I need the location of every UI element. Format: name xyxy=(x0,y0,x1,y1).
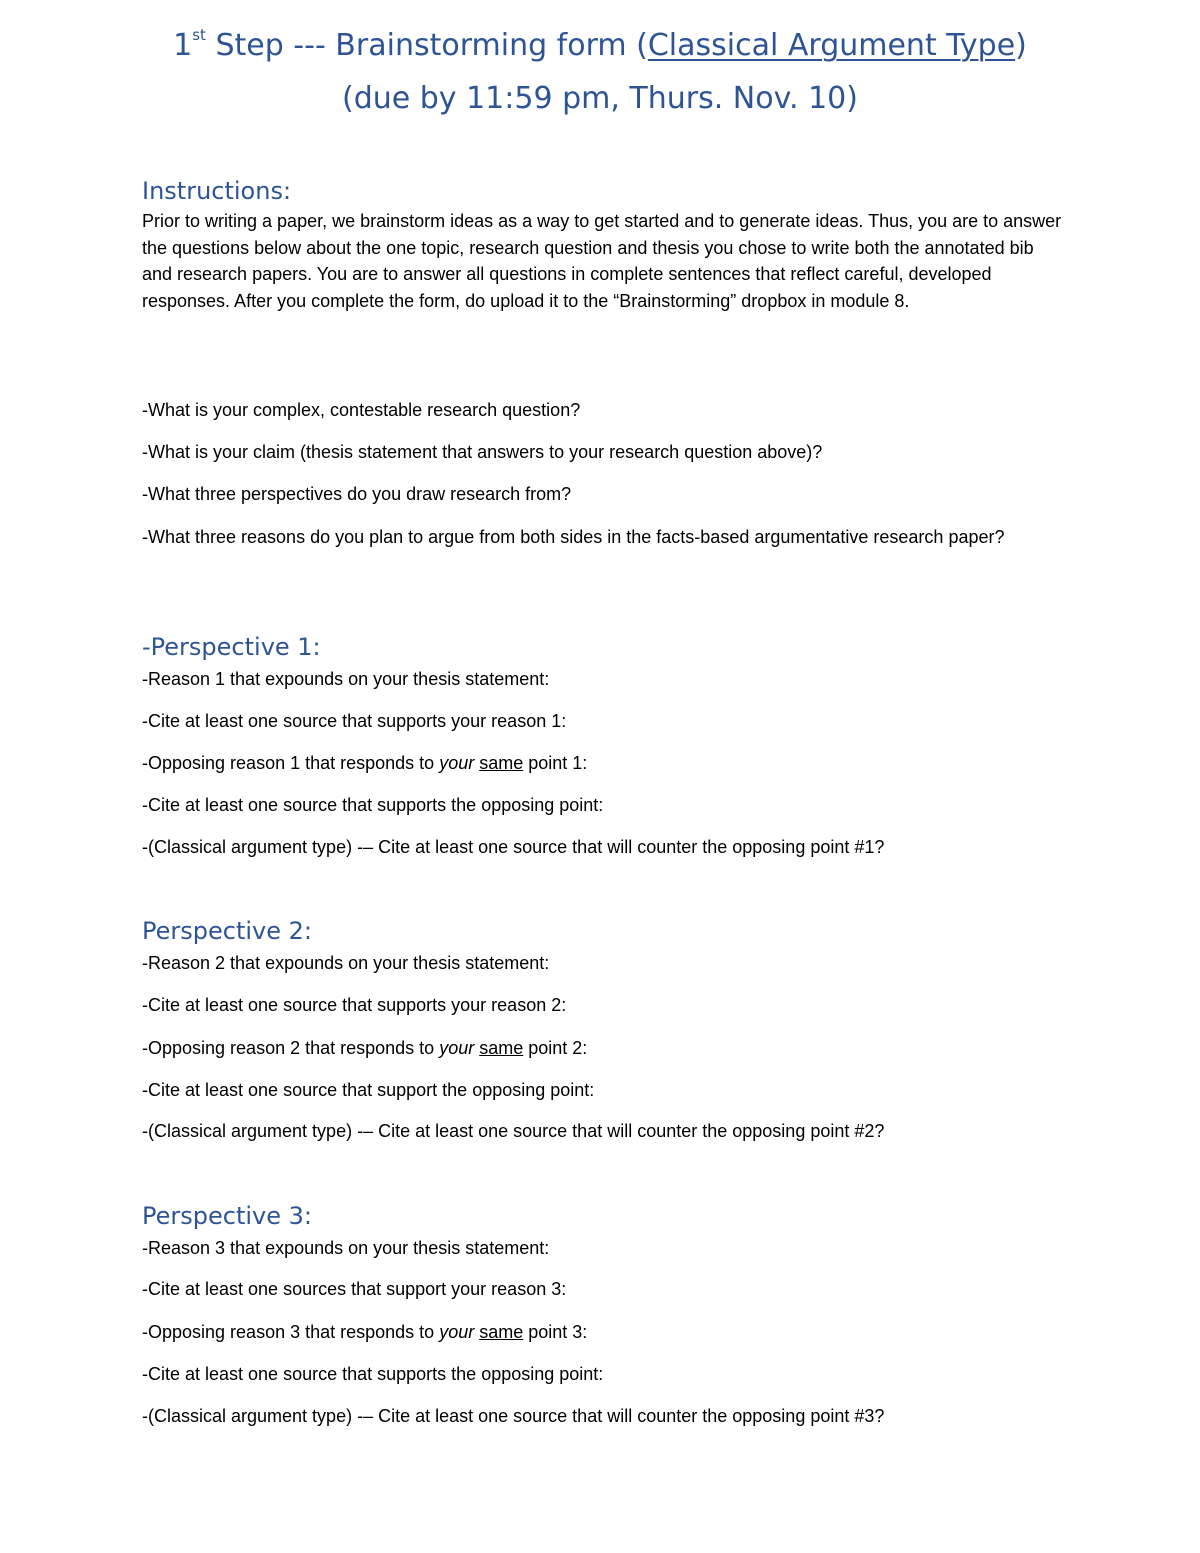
question-reasons: -What three reasons do you plan to argue from both sides in the facts-based argumentative research paper? xyxy=(142,527,1005,547)
title-step-number: 1 xyxy=(173,28,193,63)
question-perspectives: -What three perspectives do you draw research from? xyxy=(142,484,572,504)
perspective-2-cite-opposing: -Cite at least one source that support the opposing point: xyxy=(142,1080,595,1100)
question-research: -What is your complex, contestable research question? xyxy=(142,400,581,420)
title-due-date: (due by 11:59 pm, Thurs. Nov. 10) xyxy=(342,81,858,116)
perspective-2-reason: -Reason 2 that expounds on your thesis statement: xyxy=(142,953,550,973)
perspective-1-counter: -(Classical argument type) -– Cite at least one source that will counter the opposing point #1? xyxy=(142,837,885,857)
perspective-3-counter: -(Classical argument type) -– Cite at least one source that will counter the opposing point #3? xyxy=(142,1406,885,1426)
instructions-text: Prior to writing a paper, we brainstorm ideas as a way to get started and to generate ideas. Thus, you are to answer the questions below about the one topic, research question and thesis you chose to write both the annotated bib and research papers. You are to answer all questions in complete sentences that reflect careful, developed responses. After you complete the form, do upload it to the “Brainstorming” dropbox in module 8. xyxy=(142,211,1062,311)
perspective-1-heading: -Perspective 1: xyxy=(142,633,321,661)
title-text: Step --- Brainstorming form ( xyxy=(205,28,648,63)
perspective-3-heading: Perspective 3: xyxy=(142,1202,312,1230)
perspective-1-opposing-reason: -Opposing reason 1 that responds to your same point 1: xyxy=(142,753,588,773)
perspective-2-opposing-reason: -Opposing reason 2 that responds to your same point 2: xyxy=(142,1038,588,1058)
title-close-paren: ) xyxy=(1015,28,1027,63)
perspective-2-cite-reason: -Cite at least one source that supports your reason 2: xyxy=(142,995,567,1015)
perspective-3-opposing-reason: -Opposing reason 3 that responds to your same point 3: xyxy=(142,1322,588,1342)
perspective-3-cite-opposing: -Cite at least one source that supports the opposing point: xyxy=(142,1364,604,1384)
perspective-3-reason: -Reason 3 that expounds on your thesis statement: xyxy=(142,1238,550,1258)
perspective-2-counter: -(Classical argument type) -– Cite at least one source that will counter the opposing point #2? xyxy=(142,1121,885,1141)
title-ordinal-suffix: st xyxy=(192,26,206,44)
instructions-heading: Instructions: xyxy=(142,177,292,205)
perspective-2-heading: Perspective 2: xyxy=(142,917,312,945)
title-line-1 xyxy=(0,28,1200,64)
perspective-3-cite-reason: -Cite at least one sources that support your reason 3: xyxy=(142,1279,567,1299)
perspective-1-cite-reason: -Cite at least one source that supports your reason 1: xyxy=(142,711,567,731)
title-underlined-type: Classical Argument Type xyxy=(647,28,1016,63)
perspective-1-reason: -Reason 1 that expounds on your thesis statement: xyxy=(142,669,550,689)
question-claim: -What is your claim (thesis statement that answers to your research question above)? xyxy=(142,442,823,462)
perspective-1-cite-opposing: -Cite at least one source that supports the opposing point: xyxy=(142,795,604,815)
